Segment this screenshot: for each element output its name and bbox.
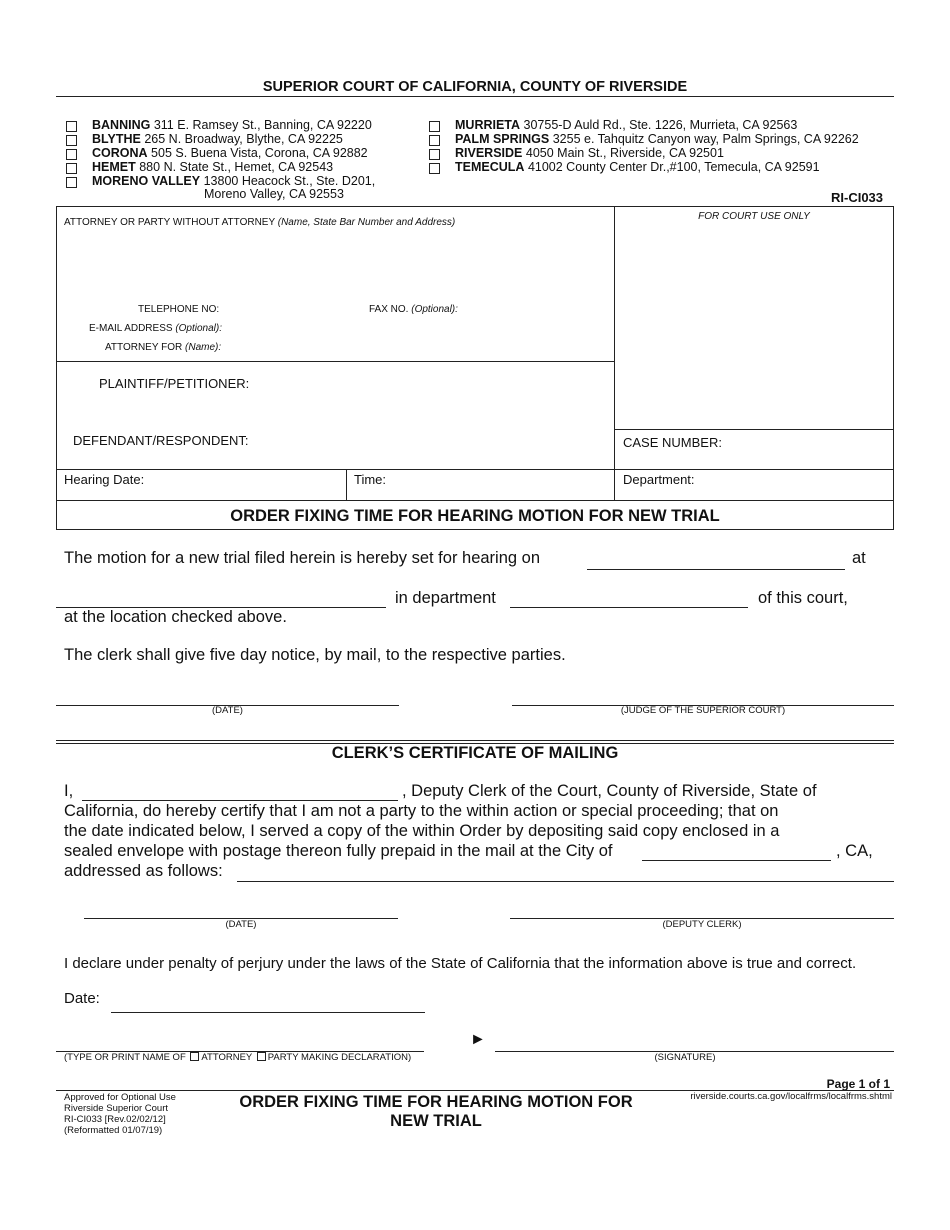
approved-line: (Reformatted 01/07/19) <box>64 1125 163 1136</box>
order-notice: The clerk shall give five day notice, by mail, to the respective parties. <box>64 646 566 664</box>
approved-line: Approved for Optional Use <box>64 1092 176 1103</box>
case-number-label: CASE NUMBER: <box>623 435 722 450</box>
declaration-date-field[interactable] <box>111 1012 425 1013</box>
order-line1: The motion for a new trial filed herein is hereby set for hearing on <box>64 549 541 567</box>
caption-rule-case <box>614 429 894 430</box>
approved-line: Riverside Superior Court <box>64 1103 169 1114</box>
footer-title-line1: ORDER FIXING TIME FOR HEARING MOTION FOR <box>239 1093 633 1111</box>
cert-line3: the date indicated below, I served a copy of the within Order by depositing said copy enclosed in a <box>64 822 780 840</box>
declaration-text: I declare under penalty of perjury under the laws of the State of California that the information above is true and correct. <box>64 955 857 972</box>
caption-divider-time <box>346 469 347 500</box>
court-title: SUPERIOR COURT OF CALIFORNIA, COUNTY OF RIVERSIDE <box>262 79 688 95</box>
checkbox-corona[interactable] <box>66 149 77 160</box>
defendant-label: DEFENDANT/RESPONDENT: <box>73 433 249 448</box>
cert-date-caption: (DATE) <box>225 919 257 930</box>
form-number: RI-CI033 <box>831 190 884 205</box>
location-palm-springs: PALM SPRINGS 3255 e. Tahquitz Canyon way, Palm Springs, CA 92262 <box>455 132 859 146</box>
section-rule-1 <box>56 740 894 741</box>
order-in-department: in department <box>395 589 496 607</box>
cert-i: I, <box>64 782 74 800</box>
location-temecula: TEMECULA 41002 County Center Dr.,#100, Temecula, CA 92591 <box>455 160 820 174</box>
order-location-checked: at the location checked above. <box>64 608 287 626</box>
signature-arrow-icon: ► <box>470 1031 486 1048</box>
caption-rule-title <box>56 500 894 501</box>
order-date-caption: (DATE) <box>212 705 243 716</box>
location-corona: CORONA 505 S. Buena Vista, Corona, CA 92882 <box>92 146 368 160</box>
order-title: ORDER FIXING TIME FOR HEARING MOTION FOR NEW TRIAL <box>230 507 720 525</box>
location-blythe: BLYTHE 265 N. Broadway, Blythe, CA 92225 <box>92 132 343 146</box>
department-label: Department: <box>623 472 695 487</box>
header-rule <box>56 96 894 97</box>
location-riverside: RIVERSIDE 4050 Main St., Riverside, CA 92501 <box>455 146 724 160</box>
fax-label: FAX NO. (Optional): <box>369 304 458 315</box>
cert-line2: California, do hereby certify that I am not a party to the within action or special proceeding; that on <box>64 802 779 820</box>
page-number: Page 1 of 1 <box>826 1077 890 1091</box>
print-name-caption: (TYPE OR PRINT NAME OF ATTORNEY PARTY MAKING DECLARATION) <box>64 1052 412 1063</box>
department-field[interactable] <box>510 607 748 608</box>
attorney-label: ATTORNEY OR PARTY WITHOUT ATTORNEY (Name, State Bar Number and Address) <box>64 217 456 228</box>
location-banning: BANNING 311 E. Ramsey St., Banning, CA 92220 <box>92 118 372 132</box>
order-of-this-court: of this court, <box>758 589 848 607</box>
checkbox-party[interactable] <box>257 1052 266 1061</box>
checkbox-blythe[interactable] <box>66 135 77 146</box>
checkbox-palm-springs[interactable] <box>429 135 440 146</box>
telephone-label: TELEPHONE NO: <box>138 304 220 315</box>
time-label: Time: <box>354 472 387 487</box>
location-moreno-valley: MORENO VALLEY 13800 Heacock St., Ste. D201, <box>92 174 376 188</box>
checkbox-hemet[interactable] <box>66 163 77 174</box>
footer-title-line2: NEW TRIAL <box>390 1112 482 1130</box>
caption-divider-vertical <box>614 206 615 500</box>
caption-box <box>56 206 894 530</box>
email-label: E-MAIL ADDRESS (Optional): <box>89 323 223 334</box>
approved-line: RI-CI033 [Rev.02/02/12] <box>64 1114 166 1125</box>
location-murrieta: MURRIETA 30755-D Auld Rd., Ste. 1226, Murrieta, CA 92563 <box>455 118 798 132</box>
checkbox-moreno-valley[interactable] <box>66 177 77 188</box>
checkbox-temecula[interactable] <box>429 163 440 174</box>
footer-url[interactable]: riverside.courts.ca.gov/localfrms/localfrms.shtml <box>690 1091 892 1102</box>
checkbox-murrieta[interactable] <box>429 121 440 132</box>
attorney-for-label: ATTORNEY FOR (Name): <box>105 342 222 353</box>
checkbox-riverside[interactable] <box>429 149 440 160</box>
court-use-label: FOR COURT USE ONLY <box>698 211 810 222</box>
signature-caption: (SIGNATURE) <box>654 1052 716 1063</box>
order-at: at <box>852 549 866 567</box>
certificate-title: CLERK’S CERTIFICATE OF MAILING <box>331 744 619 762</box>
cert-line4: sealed envelope with postage thereon fully prepaid in the mail at the City of <box>64 842 613 860</box>
address-field[interactable] <box>237 881 894 882</box>
cert-line1: , Deputy Clerk of the Court, County of Riverside, State of <box>402 782 817 800</box>
caption-rule-hearing <box>56 469 894 470</box>
location-moreno-valley-line2: Moreno Valley, CA 92553 <box>204 187 344 201</box>
cert-addressed: addressed as follows: <box>64 862 223 880</box>
city-field[interactable] <box>642 860 831 861</box>
plaintiff-label: PLAINTIFF/PETITIONER: <box>99 376 250 391</box>
clerk-name-field[interactable] <box>82 800 398 801</box>
hearing-date-label: Hearing Date: <box>64 472 145 487</box>
declaration-date-label: Date: <box>64 990 100 1007</box>
caption-rule-parties <box>56 361 614 362</box>
hearing-date-field[interactable] <box>587 569 845 570</box>
cert-ca: , CA, <box>836 842 873 860</box>
location-hemet: HEMET 880 N. State St., Hemet, CA 92543 <box>92 160 334 174</box>
approved-block <box>64 1092 176 1136</box>
checkbox-attorney[interactable] <box>190 1052 199 1061</box>
judge-caption: (JUDGE OF THE SUPERIOR COURT) <box>620 705 786 716</box>
deputy-clerk-caption: (DEPUTY CLERK) <box>662 919 742 930</box>
checkbox-banning[interactable] <box>66 121 77 132</box>
